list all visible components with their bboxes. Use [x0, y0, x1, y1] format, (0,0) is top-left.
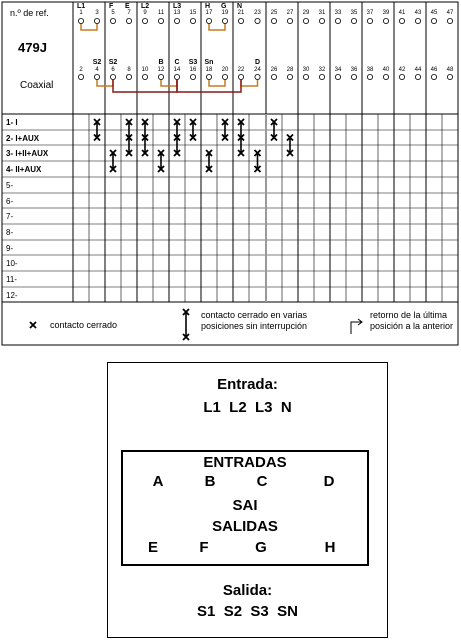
terminal-bottom: [383, 74, 388, 79]
row-label: 12-: [6, 291, 18, 300]
terminal-top: [431, 18, 436, 23]
row-label: 11-: [6, 275, 17, 284]
terminal-number-bottom: 8: [127, 67, 131, 73]
terminal-number-bottom: 16: [189, 67, 197, 73]
row-label: 2- I+AUX: [6, 134, 40, 143]
terminal-bottom: [158, 74, 163, 79]
ref-number: 479J: [18, 40, 47, 55]
terminal-link: [241, 80, 258, 86]
terminal-number-bottom: 20: [221, 67, 229, 73]
terminal-number-top: 43: [414, 10, 422, 16]
terminal-bottom: [142, 74, 147, 79]
terminal-number-top: 37: [366, 10, 374, 16]
legend-closed-icon: [30, 322, 36, 328]
terminal-label-bottom: C: [174, 59, 180, 66]
sai-label: SAI: [232, 497, 258, 514]
terminal-label-bottom: S2: [92, 59, 102, 66]
terminal-number-bottom: 32: [318, 67, 326, 73]
salidas-letter: H: [324, 539, 336, 556]
salidas-letter: E: [147, 539, 158, 556]
terminal-number-bottom: 12: [157, 67, 165, 73]
terminal-number-top: 19: [221, 10, 229, 16]
terminal-number-top: 29: [302, 10, 310, 16]
terminal-number-top: 39: [382, 10, 390, 16]
terminal-number-top: 27: [286, 10, 294, 16]
terminal-number-bottom: 48: [446, 67, 454, 73]
terminal-link: [209, 80, 225, 86]
terminal-top: [367, 18, 372, 23]
terminal-number-bottom: 28: [286, 67, 294, 73]
salidas-letter: F: [199, 539, 209, 556]
terminal-label-top: N: [237, 3, 243, 10]
row-label: 10-: [6, 259, 18, 268]
terminal-bottom: [335, 74, 340, 79]
terminal-bottom: [431, 74, 436, 79]
terminal-bottom: [255, 74, 260, 79]
terminal-top: [303, 18, 308, 23]
terminal-label-top: H: [205, 3, 211, 10]
row-label: 1- I: [6, 118, 18, 127]
terminal-top: [238, 18, 243, 23]
terminal-number-bottom: 44: [414, 67, 422, 73]
terminal-number-top: 13: [173, 10, 181, 16]
entrada-title: Entrada:: [217, 376, 278, 393]
terminal-number-top: 21: [237, 10, 245, 16]
row-label: 3- I+II+AUX: [6, 149, 49, 158]
terminal-top: [142, 18, 147, 23]
terminal-label-bottom: S2: [108, 59, 118, 66]
terminal-bottom: [238, 74, 243, 79]
terminal-top: [255, 18, 260, 23]
terminal-bottom: [110, 74, 115, 79]
terminal-bottom: [351, 74, 356, 79]
terminal-number-top: 9: [143, 10, 147, 16]
terminal-number-bottom: 34: [334, 67, 342, 73]
terminal-number-top: 15: [189, 10, 197, 16]
terminal-label-bottom: B: [158, 59, 164, 66]
terminal-bottom: [94, 74, 99, 79]
terminal-top: [399, 18, 404, 23]
terminal-number-bottom: 26: [270, 67, 278, 73]
terminal-top: [94, 18, 99, 23]
terminal-number-top: 41: [398, 10, 406, 16]
terminal-number-bottom: 46: [430, 67, 438, 73]
terminal-top: [174, 18, 179, 23]
terminal-top: [206, 18, 211, 23]
terminal-number-top: 35: [350, 10, 358, 16]
terminal-number-top: 25: [270, 10, 278, 16]
terminal-top: [126, 18, 131, 23]
terminal-top: [447, 18, 452, 23]
entradas-label: ENTRADAS: [203, 454, 287, 471]
row-label: 4- II+AUX: [6, 165, 42, 174]
terminal-bottom: [399, 74, 404, 79]
row-label: 8-: [6, 228, 14, 237]
terminal-number-bottom: 24: [254, 67, 261, 73]
terminal-top: [415, 18, 420, 23]
terminal-number-top: 33: [334, 10, 342, 16]
ref-type: Coaxial: [20, 80, 54, 91]
entradas-letter: A: [152, 473, 164, 490]
terminal-number-top: 45: [430, 10, 438, 16]
terminal-number-top: 31: [318, 10, 326, 16]
terminal-top: [335, 18, 340, 23]
terminal-number-bottom: 30: [302, 67, 310, 73]
terminal-label-bottom: D: [254, 59, 261, 66]
terminal-bottom: [447, 74, 452, 79]
terminal-number-bottom: 6: [111, 67, 115, 73]
terminal-label-bottom: S3: [188, 59, 198, 66]
terminal-top: [383, 18, 388, 23]
terminal-number-bottom: 2: [79, 67, 83, 73]
row-label: 5-: [6, 181, 14, 190]
terminal-top: [190, 18, 195, 23]
terminal-bottom: [303, 74, 308, 79]
terminal-number-bottom: 18: [205, 67, 213, 73]
terminal-number-bottom: 22: [237, 67, 245, 73]
terminal-number-top: 47: [446, 10, 454, 16]
row-label: 9-: [6, 244, 14, 253]
terminal-bottom: [126, 74, 131, 79]
terminal-bottom: [367, 74, 372, 79]
terminal-top: [158, 18, 163, 23]
terminal-number-top: 11: [157, 10, 165, 16]
ref-label: n.º de ref.: [10, 8, 49, 18]
terminal-bottom: [190, 74, 195, 79]
terminal-top: [319, 18, 324, 23]
terminal-bottom: [174, 74, 179, 79]
terminal-top: [78, 18, 83, 23]
terminal-number-bottom: 38: [366, 67, 374, 73]
terminal-number-top: 5: [111, 10, 115, 16]
terminal-label-bottom: Sn: [204, 59, 214, 66]
terminal-number-top: 1: [79, 10, 83, 16]
terminal-bottom: [415, 74, 420, 79]
terminal-number-bottom: 40: [382, 67, 390, 73]
terminal-number-bottom: 42: [398, 67, 406, 73]
terminal-link: [81, 24, 97, 30]
salida-title: Salida:: [222, 582, 273, 599]
terminal-bottom: [206, 74, 211, 79]
terminal-top: [351, 18, 356, 23]
terminal-bottom: [287, 74, 292, 79]
salida-values: S1 S2 S3 SN: [197, 603, 298, 620]
terminal-link: [209, 24, 225, 30]
terminal-bottom: [78, 74, 83, 79]
terminal-top: [271, 18, 276, 23]
row-label: 6-: [6, 197, 14, 206]
row-label: 7-: [6, 212, 14, 221]
terminal-number-top: 17: [205, 10, 213, 16]
table-border: [2, 2, 458, 345]
terminal-number-bottom: 36: [350, 67, 358, 73]
entrada-values: L1 L2 L3 N: [203, 399, 292, 416]
legend-closed-multi-label: contacto cerrado en varias posiciones sin interrupción: [201, 310, 308, 331]
legend-closed-label: contacto cerrado: [50, 320, 118, 330]
terminal-label-top: G: [221, 3, 227, 10]
terminal-number-bottom: 14: [173, 67, 181, 73]
terminal-top: [222, 18, 227, 23]
terminal-label-top: L1: [77, 3, 86, 10]
terminal-label-top: L3: [173, 3, 182, 10]
terminal-bottom: [271, 74, 276, 79]
terminal-number-top: 3: [95, 10, 99, 16]
entradas-letter: C: [256, 473, 268, 490]
entradas-letter: B: [204, 473, 216, 490]
salidas-letter: G: [255, 539, 267, 556]
terminal-bottom: [319, 74, 324, 79]
terminal-top: [110, 18, 115, 23]
terminal-bottom: [222, 74, 227, 79]
terminal-number-top: 23: [254, 10, 261, 16]
terminal-top: [287, 18, 292, 23]
terminal-label-top: F: [109, 3, 114, 10]
terminal-number-bottom: 4: [95, 67, 99, 73]
salidas-label: SALIDAS: [212, 518, 278, 535]
terminal-number-top: 7: [127, 10, 131, 16]
legend-return-label: retorno de la última posición a la anterior: [370, 310, 454, 331]
entradas-letter: D: [323, 473, 335, 490]
terminal-label-top: E: [125, 3, 130, 10]
terminal-label-top: L2: [141, 3, 150, 10]
terminal-number-bottom: 10: [141, 67, 149, 73]
